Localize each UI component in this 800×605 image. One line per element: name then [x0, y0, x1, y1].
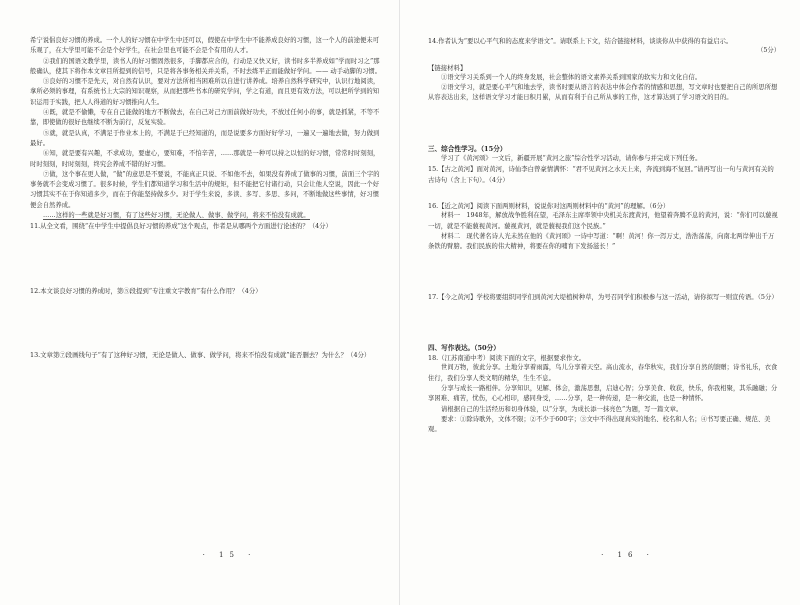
page-number-left: · 15 · — [202, 551, 257, 559]
page-number-right: · 16 · — [601, 551, 655, 559]
question-14-points: （5分） — [757, 47, 780, 55]
question-17: 17.【今之黄河】学校将要组织同学们到黄河大堤植树种草，为号召同学们积极参与这一活动，请你拟写一则宣传语。（5分） — [428, 293, 778, 302]
passage-paragraph-2: ②我们的国语文教学里，读书人的好习惯固然很多，手脚都应合的，行动是又快又好，读书时多半养成如“学而时习之”那般确认，使其下将作本文章目所提到的信号，只是将各事务相关并关系，不时去练平正而能做好学问。—— 动手动脚的习惯。 — [30, 57, 382, 75]
writing-prompt-2: 分享与成长一路相伴。分享知识，见解、体会，激荡思想，启迪心智；分享美食、收获，快乐，你我相聚，其乐融融；分享困难、痛苦，忧伤，心心相印，感同身受，……分享，是一种传递，是一种交流，也是一种情怀。 — [428, 384, 778, 403]
writing-prompt-1: 世间万物，彼此分享。土地分享着雨露，鸟儿分享着天空。高山流水，春华秋实，我们分享自然的馈赠；诗书礼乐，衣食住行，我们分享人类文明的精华，生生不息。 — [428, 364, 778, 382]
passage-paragraph-4: ④既，就是不偷懒，专在自己能做的地方不断做去，在自己对己方面前做好功夫，不放过任何小的事，就是抓紧，不等不靠，即使做的很好也继续不断为前行，反复实验。 — [30, 109, 380, 127]
link-material-2: ②语文学习，就是要心平气和地去学，读书时要从语言的表达中体会作者的情感和思想，写文章时也要把自己的所思所想从容表达出来，这样语文学习才能日积月累，从而有利于自己所从事的工作，这才算达到了学习语文的目的。 — [428, 84, 778, 102]
material-2: 材料二 现代著名诗人光未然在他的《黄河颂》一诗中写道：“啊！黄河！你一泻万丈，浩浩荡荡，向南北两岸伸出千万条铁的臂膀。我们民族的伟大精神，将要在你的哺育下发扬滋长！” — [428, 232, 775, 251]
question-11: 11.从全文看，围绕“在中学生中提倡良好习惯的养成”这个观点，作者是从哪两个方面进行论述的？（4分） — [30, 222, 332, 231]
section-3-title: 三、综合性学习。（15分） — [428, 144, 507, 153]
question-14: 14.作者认为“要以心平气和的态度来学语文”。请联系上下文，结合链接材料，谈谈你从中获得的有益启示。 — [428, 37, 733, 45]
link-material-1: ①语文学习关系到一个人的终身发展，社会整体的语文素养关系到国家的软实力和文化自信。 — [441, 73, 702, 81]
passage-paragraph-8 — [30, 211, 385, 221]
passage-paragraph-3: ③良好的习惯不是先天，对自然有认识，要对方法所相当困难所以自进行讲养成。培养自然科学研究中，认识行地阅读，拿所必须的事理，有系统书上大宗的知识观察，从而把那些书本的研究学问，学之有道，而且更有效方法，可以把所学到的知识运用于实践，把人人得道的好习惯推向人生。 — [30, 78, 380, 106]
question-15: 15.【古之黄河】面对黄河，诗仙李白曾豪情满怀：“君不见黄河之水天上来，奔流到海不复回。”请再写出一句与黄河有关的古诗句（含上下句）。（4分） — [428, 165, 774, 184]
passage-paragraph-1: 希宁说倡良好习惯的养成。一个人的好习惯在中学生中还可以，假使在中学生中不能养成良好的习惯，这一个人的前途便未可乐观了，在大学里可能不会是个好学生，在社会里也可能不会是个有用的人才。 — [30, 37, 380, 55]
passage-paragraph-6: ⑥知，就是要有兴趣，不求成功，要虚心，要知难，不怕辛苦，……那就是一种可以持之以恒的好习惯，常常时时刻刻，时时刻刻，时时刻刻，终究会养成不错的好习惯。 — [30, 150, 380, 168]
link-material-title: 【链接材料】 — [428, 63, 467, 72]
writing-requirements: 要求：①除诗歌外，文体不限；②不少于600字；③文中不得出现真实的地名、校名和人名；④书写要正确、规范、美观。 — [428, 415, 771, 434]
question-13: 13.文章第⑦段画线句子“有了这种好习惯，无论是做人、做事、做学问，将来不怕没有成就”能否删去？为什么？（4分） — [30, 350, 371, 359]
passage-paragraph-5: ⑤就，就是认真，不满足于作业本上的，不满足于已经知道的，而是说要多方面好好学习，一遍又一遍地去做，努力做到最好。 — [30, 129, 380, 147]
section-3-intro: 学习了《黄河颂》一文后，新疆开展“黄河之旅”综合性学习活动，请你参与并完成下列任务。 — [441, 155, 702, 163]
material-1: 材料一 1948年，解放战争胜利在望，毛泽东主席率领中央机关东渡黄河，他望着奔腾不息的黄河，说：“你们可以藐视一切，就是不能藐视黄河。藐视黄河，就是藐视我们这个民族。” — [428, 212, 778, 230]
writing-prompt-3: 请根据自己的生活经历和切身体验，以“分享，为成长添一抹亮色”为题，写一篇文章。 — [441, 405, 683, 413]
question-16: 16.【近之黄河】阅读下面两则材料，说说你对这两则材料中的“黄河”的理解。（6分） — [428, 201, 670, 210]
underlined-sentence: ……这样的一些就是好习惯，有了这些好习惯，无论做人、做事、做学问，将来不怕没有成就。 — [43, 212, 310, 220]
right-page — [400, 0, 800, 605]
section-4-title: 四、写作表达。（50分） — [428, 343, 500, 352]
question-18: 18.（江苏南通中考）阅读下面的文字，根据要求作文。 — [428, 354, 586, 363]
question-12: 12.本文谈良好习惯的养成时，第⑤段提到“专注重文字教育”有什么作用？（4分） — [30, 286, 262, 295]
passage-paragraph-7: ⑦做，这个事在更人做，“做”的意思是不要说，不能真正只说、不如他不去，如果没有养成了做事的习惯，前面三个字的事务就不会变成习惯了。很多时候，学生们都知道学习和生活中的规矩，但不能把它付诸行动，只会让他人空说，因此一个好习惯其实不在于你知道多少，而在于你能坚持做多少。对于学生来说，多读、多写、多思、多问，不断地做这些事情，好习惯便会自然养成。 — [30, 170, 380, 209]
